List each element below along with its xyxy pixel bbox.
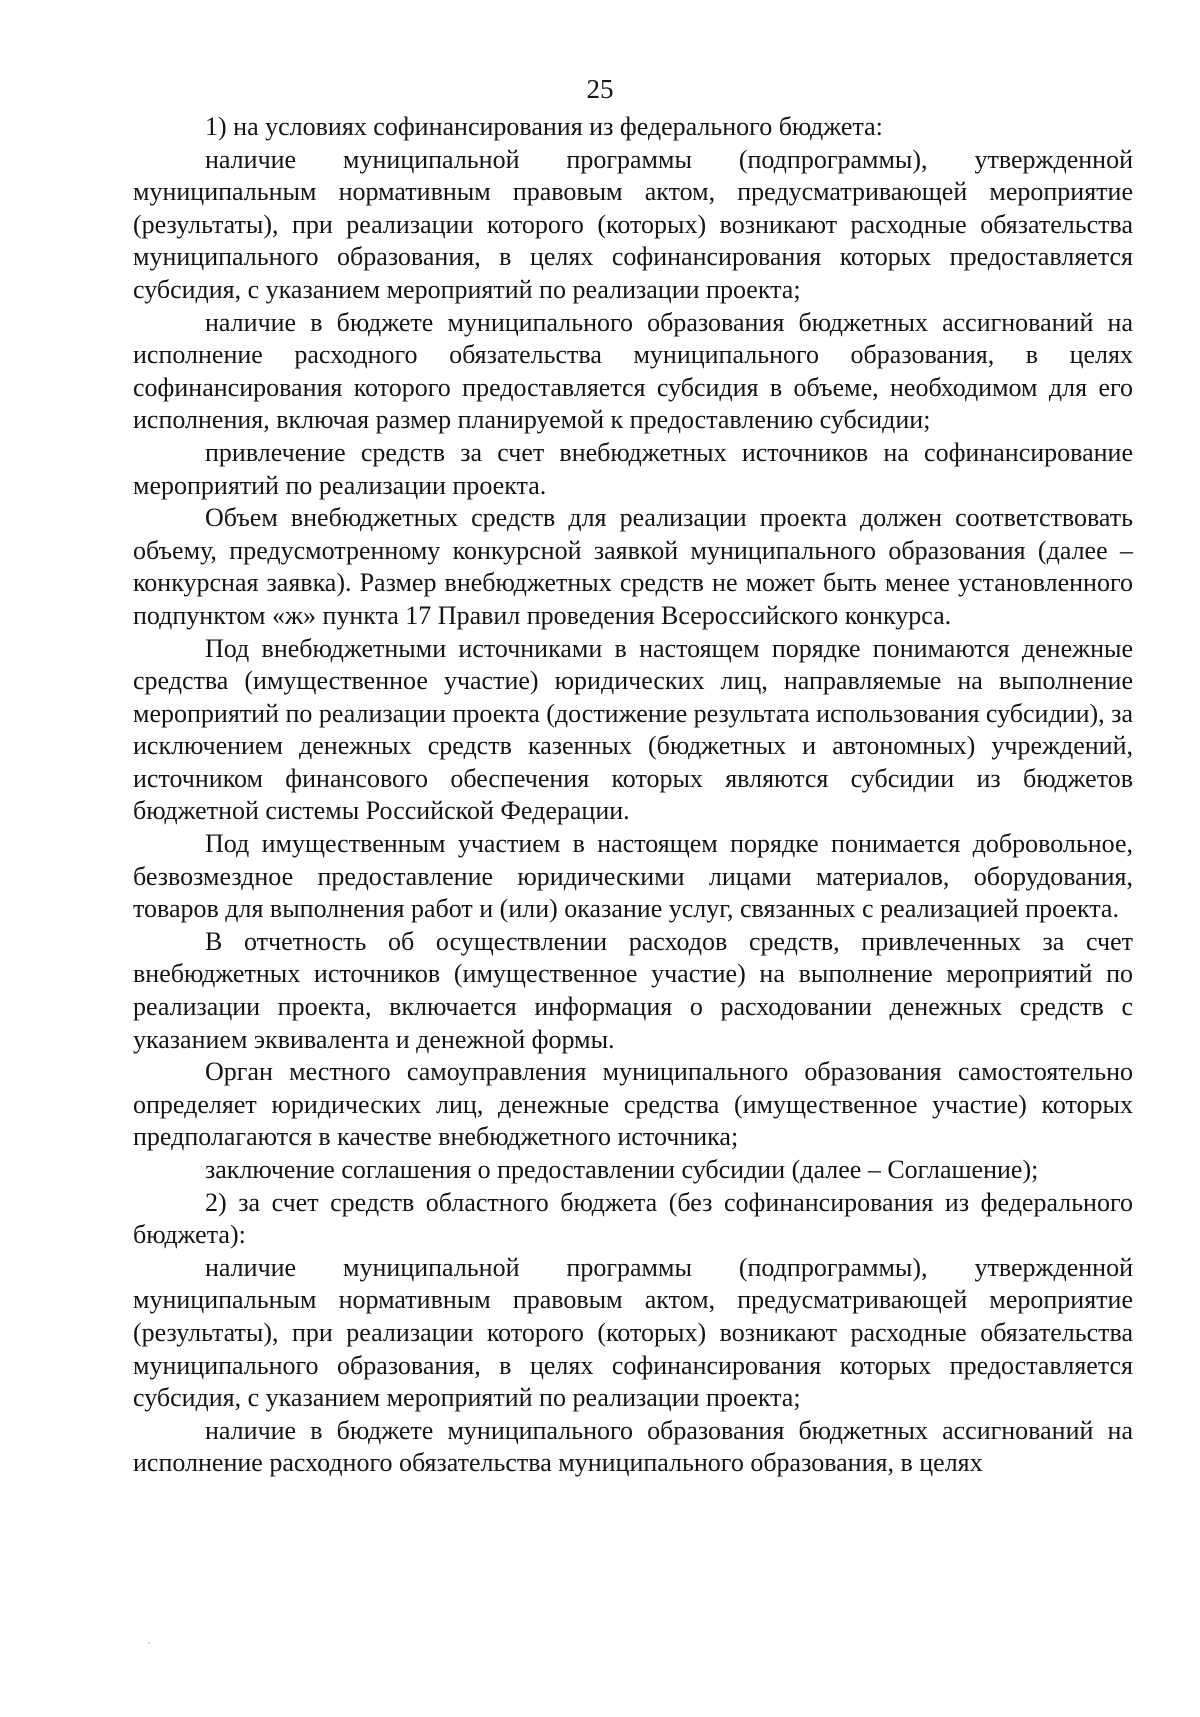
paragraph-budget-allocations: наличие в бюджете муниципального образования бюджетных ассигнований на исполнение расходного обязательства муниципального образования, в целях софинансирования которого предоставляется субсидия в объеме, необходимом для его исполнения, включая размер планируемой к предоставлению субсидии;	[133, 307, 1133, 435]
paragraph-reporting: В отчетность об осуществлении расходов средств, привлеченных за счет внебюджетных источников (имущественное участие) на выполнение мероприятий по реализации проекта, включается информация о расходовании денежных средств с указанием эквивалента и денежной формы.	[133, 926, 1133, 1054]
paragraph-local-authority: Орган местного самоуправления муниципального образования самостоятельно определяет юридических лиц, денежные средства (имущественное участие) которых предполагаются в качестве внебюджетного источника;	[133, 1057, 1133, 1152]
paragraph-extrabudgetary-definition: Под внебюджетными источниками в настоящем порядке понимаются денежные средства (имущественное участие) юридических лиц, направляемые на выполнение мероприятий по реализации проекта (достижение результата использования субсидии), за исключением денежных средств казенных (бюджетных и автономных) учреждений, источником финансового обеспечения которых являются субсидии из бюджетов бюджетной системы Российской Федерации.	[133, 633, 1133, 826]
scan-speck	[148, 1642, 150, 1644]
paragraph-agreement: заключение соглашения о предоставлении субсидии (далее – Соглашение);	[205, 1155, 1039, 1184]
paragraph-extrabudgetary-volume: Объем внебюджетных средств для реализации проекта должен соответствовать объему, предусмотренному конкурсной заявкой муниципального образования (далее – конкурсная заявка). Размер внебюджетных средств не может быть менее установленного подпунктом «ж» пункта 17 Правил проведения Всероссийского конкурса.	[133, 503, 1133, 630]
paragraph-budget-allocations-2: наличие в бюджете муниципального образования бюджетных ассигнований на исполнение расходного обязательства муниципального образования, в целях	[133, 1415, 1133, 1478]
page-number: 25	[586, 74, 614, 104]
paragraph-regional-budget-heading: 2) за счет средств областного бюджета (без софинансирования из федерального бюджета):	[133, 1187, 1133, 1250]
document-body	[133, 111, 1133, 1480]
paragraph-municipal-program-2: наличие муниципальной программы (подпрограммы), утвержденной муниципальным нормативным правовым актом, предусматривающей мероприятие (результаты), при реализации которого (которых) возникают расходные обязательства муниципального образования, в целях софинансирования которых предоставляется субсидия, с указанием мероприятий по реализации проекта;	[133, 1252, 1133, 1413]
paragraph-property-participation: Под имущественным участием в настоящем порядке понимается добровольное, безвозмездное предоставление юридическими лицами материалов, оборудования, товаров для выполнения работ и (или) оказание услуг, связанных с реализацией проекта.	[133, 829, 1133, 924]
paragraph-municipal-program: наличие муниципальной программы (подпрограммы), утвержденной муниципальным нормативным правовым актом, предусматривающей мероприятие (результаты), при реализации которого (которых) возникают расходные обязательства муниципального образования, в целях софинансирования которых предоставляется субсидия, с указанием мероприятий по реализации проекта;	[133, 144, 1133, 304]
paragraph-federal-cofinancing-heading: 1) на условиях софинансирования из федерального бюджета:	[205, 112, 883, 141]
paragraph-extrabudgetary-sources: привлечение средств за счет внебюджетных источников на софинансирование мероприятий по реализации проекта.	[133, 437, 1133, 500]
